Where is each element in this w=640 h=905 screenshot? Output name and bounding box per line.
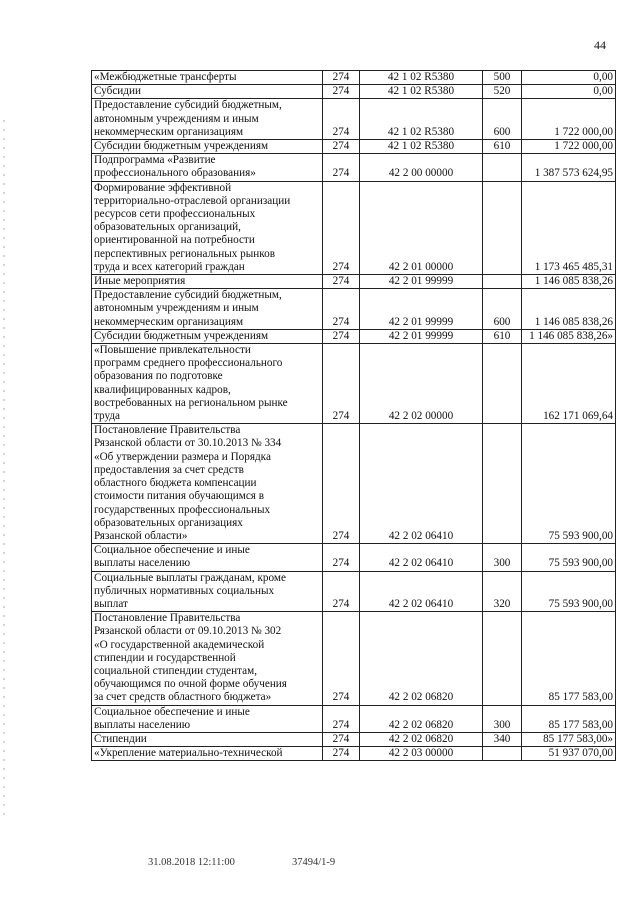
row-expense-type-cell: 520	[483, 85, 522, 99]
row-sum-cell: 0,00	[522, 71, 616, 85]
table-row	[92, 344, 616, 424]
row-code-cell: 274	[323, 612, 360, 705]
row-target-article-cell: 42 1 02 R5380	[360, 85, 483, 99]
row-expense-type-cell: 320	[483, 571, 522, 612]
row-target-article-cell: 42 1 02 R5380	[360, 71, 483, 85]
row-sum-cell: 85 177 583,00	[522, 612, 616, 705]
budget-table-body	[92, 71, 616, 761]
table-row	[92, 329, 616, 343]
row-code-cell: 274	[323, 544, 360, 571]
row-sum-cell: 162 171 069,64	[522, 344, 616, 424]
row-name-cell: Предоставление субсидий бюджетным, автономным учреждениям и иным некоммерческим организациям	[92, 99, 323, 140]
row-code-cell: 274	[323, 85, 360, 99]
row-expense-type-cell	[483, 612, 522, 705]
table-row	[92, 544, 616, 571]
page-number: 44	[594, 38, 606, 52]
row-target-article-cell: 42 2 02 06820	[360, 732, 483, 746]
row-expense-type-cell: 610	[483, 140, 522, 154]
row-name-cell: Субсидии бюджетным учреждениям	[92, 329, 323, 343]
row-code-cell: 274	[323, 571, 360, 612]
row-code-cell: 274	[323, 424, 360, 544]
table-row	[92, 612, 616, 705]
row-sum-cell: 75 593 900,00	[522, 424, 616, 544]
row-name-cell: Предоставление субсидий бюджетным, автономным учреждениям и иным некоммерческим организациям	[92, 289, 323, 330]
row-expense-type-cell	[483, 747, 522, 761]
table-row	[92, 732, 616, 746]
row-target-article-cell: 42 2 02 06820	[360, 705, 483, 732]
row-code-cell: 274	[323, 140, 360, 154]
row-expense-type-cell	[483, 424, 522, 544]
table-row	[92, 85, 616, 99]
scan-edge-marks	[3, 120, 5, 820]
row-expense-type-cell	[483, 154, 522, 181]
row-expense-type-cell: 340	[483, 732, 522, 746]
row-target-article-cell: 42 2 02 06410	[360, 424, 483, 544]
row-expense-type-cell: 600	[483, 99, 522, 140]
row-expense-type-cell: 300	[483, 705, 522, 732]
row-target-article-cell: 42 1 02 R5380	[360, 140, 483, 154]
row-name-cell: Иные мероприятия	[92, 275, 323, 289]
row-name-cell: «Межбюджетные трансферты	[92, 71, 323, 85]
row-name-cell: «Повышение привлекательности программ среднего профессионального образования по подготовке квалифицированных кадров, востребованных на региональном рынке труда	[92, 344, 323, 424]
table-row	[92, 275, 616, 289]
row-expense-type-cell: 300	[483, 544, 522, 571]
table-row	[92, 571, 616, 612]
row-target-article-cell: 42 2 02 06410	[360, 571, 483, 612]
table-row	[92, 140, 616, 154]
row-code-cell: 274	[323, 99, 360, 140]
row-name-cell: Формирование эффективной территориально-отраслевой организации ресурсов сети профессиональных образовательных организаций, ориентированной на потребности перспективных региональных рынков труда и всех категорий граждан	[92, 181, 323, 274]
row-sum-cell: 1 387 573 624,95	[522, 154, 616, 181]
table-row	[92, 181, 616, 274]
row-code-cell: 274	[323, 71, 360, 85]
row-target-article-cell: 42 2 02 00000	[360, 344, 483, 424]
table-row	[92, 99, 616, 140]
row-target-article-cell: 42 2 00 00000	[360, 154, 483, 181]
row-sum-cell: 1 146 085 838,26	[522, 275, 616, 289]
row-sum-cell: 85 177 583,00»	[522, 732, 616, 746]
row-target-article-cell: 42 2 01 99999	[360, 289, 483, 330]
row-name-cell: Стипендии	[92, 732, 323, 746]
row-sum-cell: 51 937 070,00	[522, 747, 616, 761]
row-expense-type-cell	[483, 344, 522, 424]
row-code-cell: 274	[323, 329, 360, 343]
row-code-cell: 274	[323, 289, 360, 330]
row-code-cell: 274	[323, 344, 360, 424]
row-target-article-cell: 42 2 01 99999	[360, 275, 483, 289]
table-row	[92, 747, 616, 761]
row-name-cell: Субсидии бюджетным учреждениям	[92, 140, 323, 154]
row-name-cell: Социальное обеспечение и иные выплаты населению	[92, 544, 323, 571]
row-sum-cell: 75 593 900,00	[522, 571, 616, 612]
row-target-article-cell: 42 1 02 R5380	[360, 99, 483, 140]
table-row	[92, 71, 616, 85]
footer-date: 31.08.2018 12:11:00	[148, 857, 235, 868]
table-row	[92, 289, 616, 330]
row-target-article-cell: 42 2 03 00000	[360, 747, 483, 761]
row-code-cell: 274	[323, 275, 360, 289]
row-expense-type-cell: 610	[483, 329, 522, 343]
row-sum-cell: 1 173 465 485,31	[522, 181, 616, 274]
footer-doc-number: 37494/1-9	[292, 857, 336, 868]
row-code-cell: 274	[323, 705, 360, 732]
budget-table	[91, 70, 616, 761]
row-expense-type-cell	[483, 181, 522, 274]
row-target-article-cell: 42 2 02 06410	[360, 544, 483, 571]
row-expense-type-cell: 500	[483, 71, 522, 85]
row-code-cell: 274	[323, 747, 360, 761]
row-code-cell: 274	[323, 181, 360, 274]
row-name-cell: Постановление Правительства Рязанской области от 09.10.2013 № 302 «О государственной академической стипендии и государственной социальной стипендии студентам, обучающимся по очной форме обучения за счет средств областного бюджета»	[92, 612, 323, 705]
row-sum-cell: 85 177 583,00	[522, 705, 616, 732]
row-sum-cell: 1 146 085 838,26»	[522, 329, 616, 343]
row-target-article-cell: 42 2 01 99999	[360, 329, 483, 343]
table-row	[92, 154, 616, 181]
row-sum-cell: 1 146 085 838,26	[522, 289, 616, 330]
table-row	[92, 705, 616, 732]
row-name-cell: Субсидии	[92, 85, 323, 99]
row-sum-cell: 0,00	[522, 85, 616, 99]
row-name-cell: Постановление Правительства Рязанской области от 30.10.2013 № 334 «Об утверждении размера и Порядка предоставления за счет средств областного бюджета компенсации стоимости питания обучающимся в государственных профессиональных образовательных организациях Рязанской области»	[92, 424, 323, 544]
row-expense-type-cell	[483, 275, 522, 289]
row-name-cell: Социальное обеспечение и иные выплаты населению	[92, 705, 323, 732]
row-code-cell: 274	[323, 154, 360, 181]
row-name-cell: Социальные выплаты гражданам, кроме публичных нормативных социальных выплат	[92, 571, 323, 612]
row-code-cell: 274	[323, 732, 360, 746]
row-name-cell: Подпрограмма «Развитие профессионального образования»	[92, 154, 323, 181]
row-sum-cell: 1 722 000,00	[522, 140, 616, 154]
table-row	[92, 424, 616, 544]
row-expense-type-cell: 600	[483, 289, 522, 330]
row-target-article-cell: 42 2 01 00000	[360, 181, 483, 274]
row-sum-cell: 1 722 000,00	[522, 99, 616, 140]
row-sum-cell: 75 593 900,00	[522, 544, 616, 571]
row-name-cell: «Укрепление материально-технической	[92, 747, 323, 761]
row-target-article-cell: 42 2 02 06820	[360, 612, 483, 705]
